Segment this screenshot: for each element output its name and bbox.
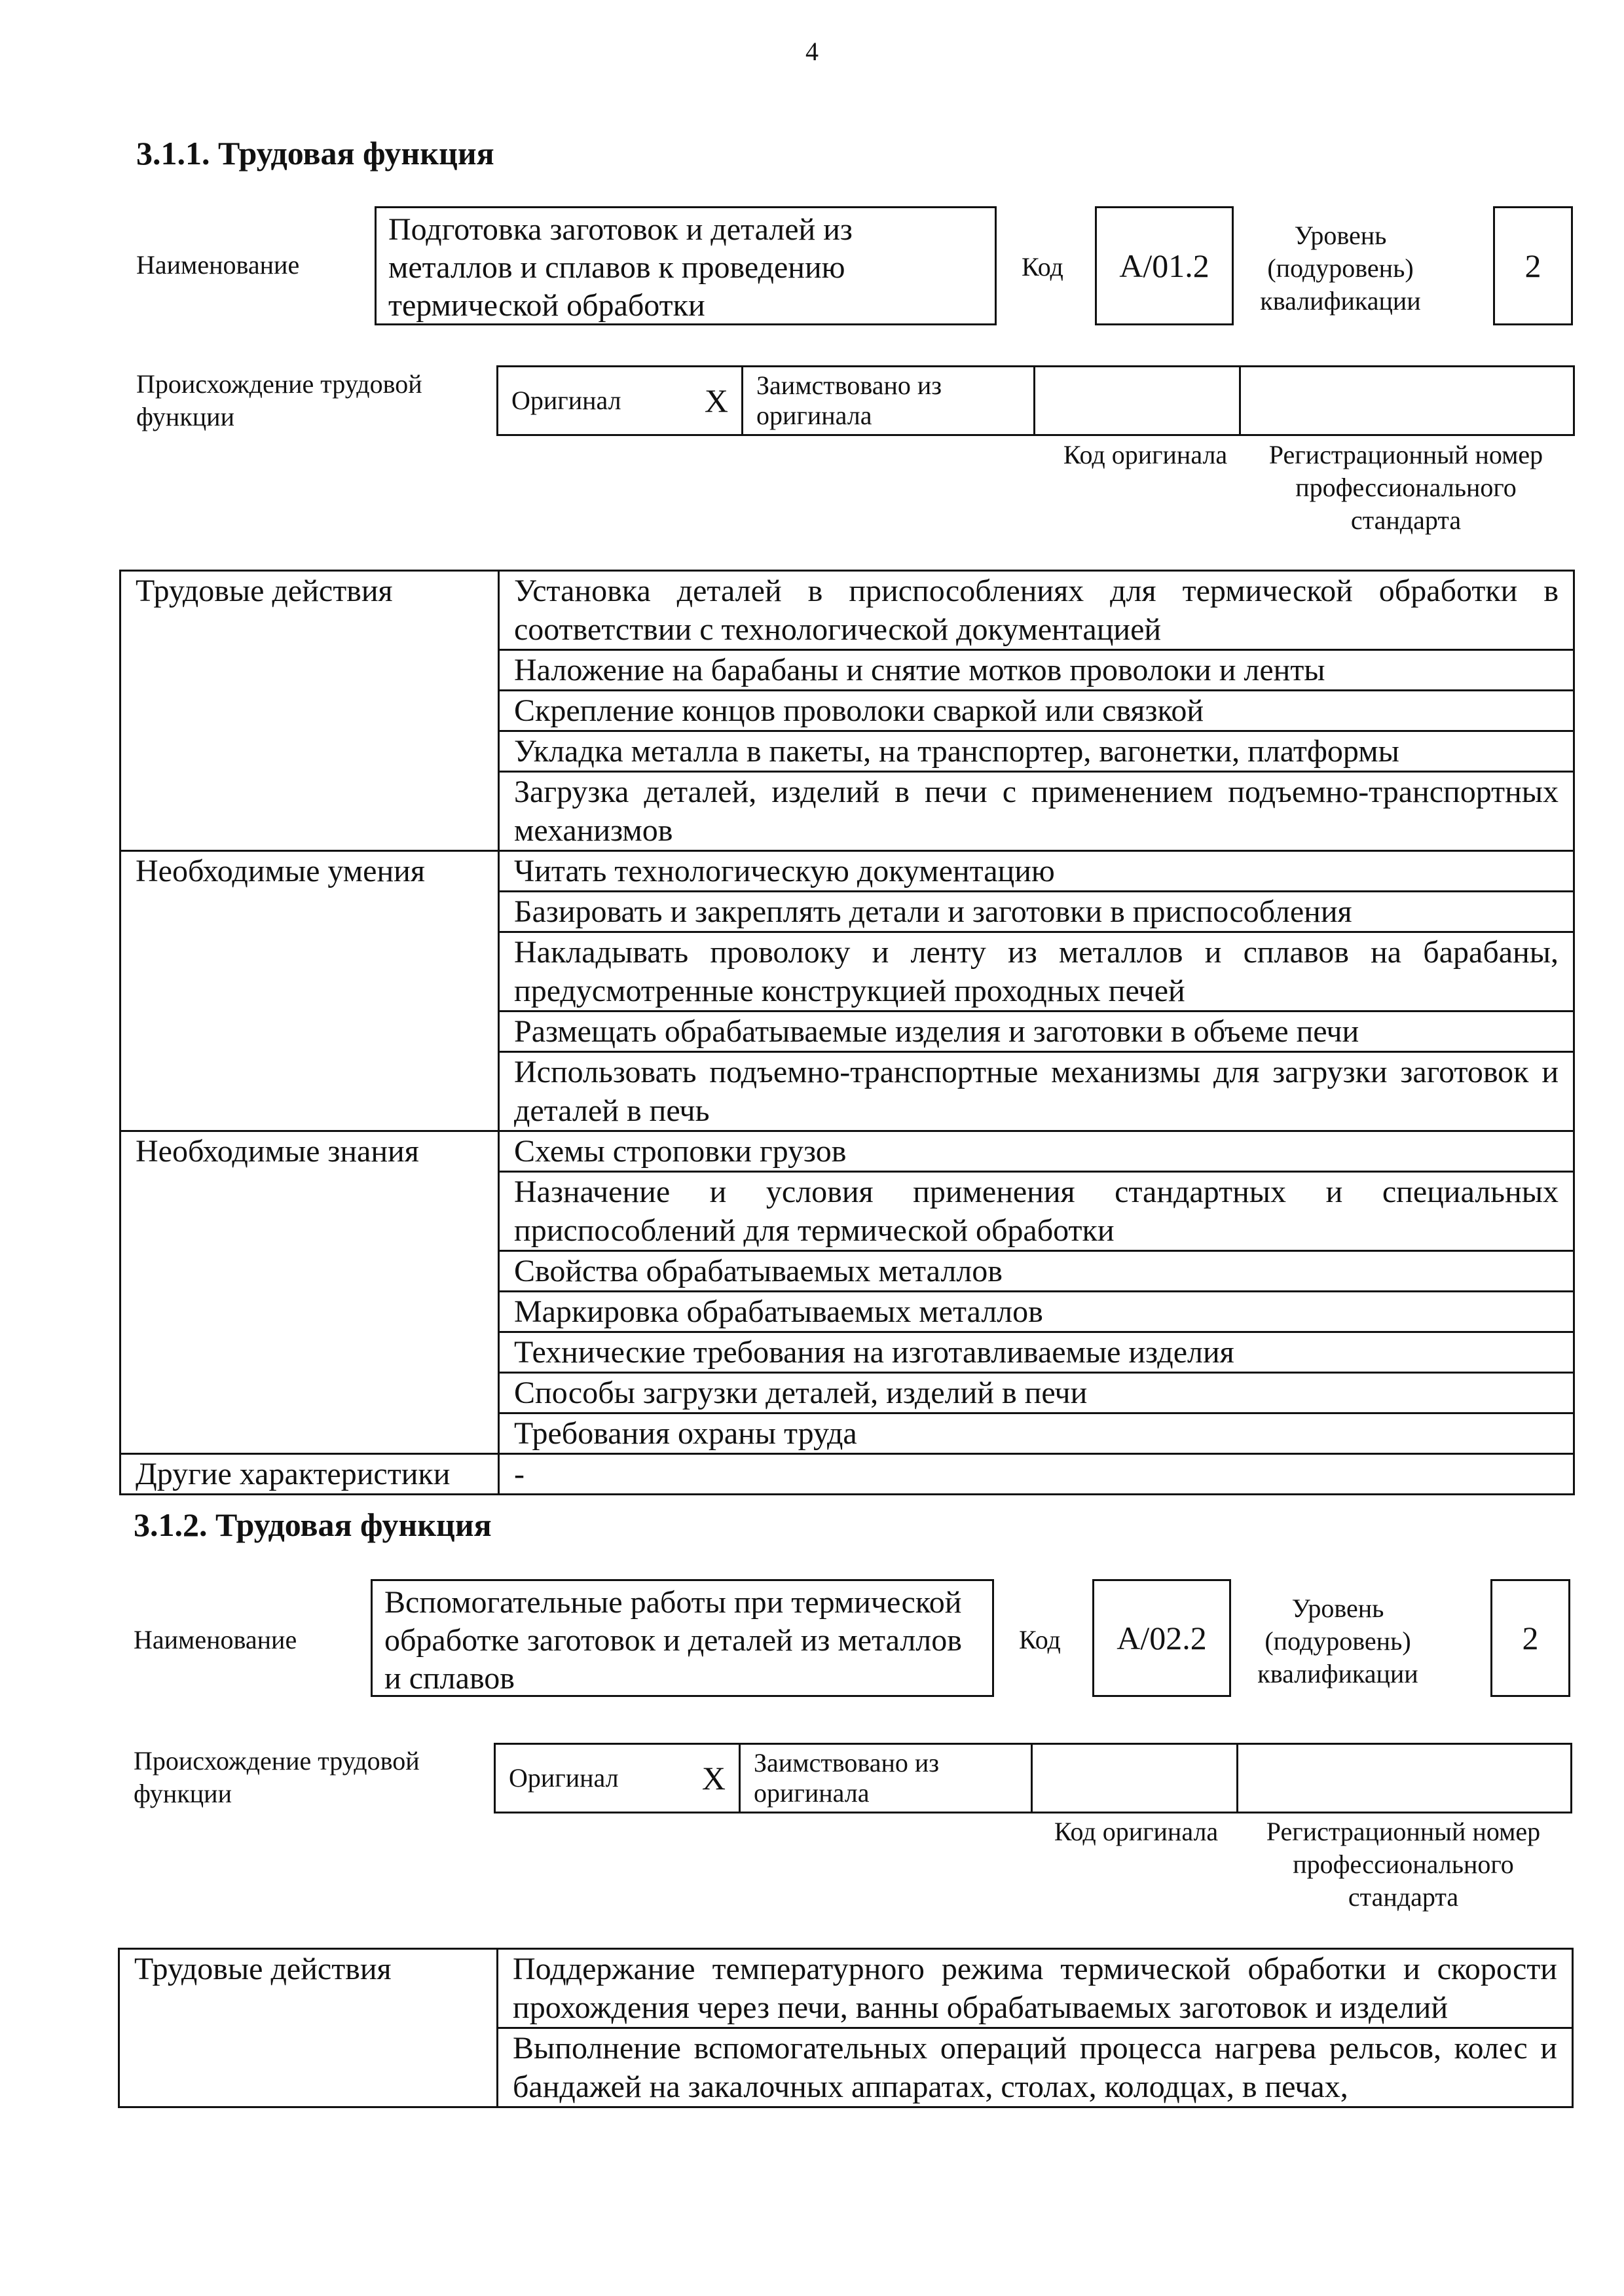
table-row	[120, 1131, 1574, 1172]
table-cell: Требования охраны труда	[499, 1413, 1574, 1454]
origin-table	[494, 1743, 1572, 1813]
origin-borrowed-cell: Заимствовано из оригинала	[740, 1744, 1032, 1813]
name-label: Наименование	[134, 1625, 297, 1654]
table-cell: Читать технологическую документацию	[499, 851, 1574, 892]
table-cell: Свойства обрабатываемых металлов	[499, 1251, 1574, 1292]
page-number: 4	[805, 37, 819, 66]
qualification-level-label: Уровень (подуровень) квалификации	[1257, 1594, 1418, 1688]
table-cell: Технические требования на изготавливаемые изделия	[499, 1332, 1574, 1373]
table-cell: Способы загрузки деталей, изделий в печи	[499, 1373, 1574, 1413]
origin-table	[496, 365, 1575, 436]
function-code-box: А/01.2	[1095, 206, 1234, 325]
table-cell: Назначение и условия применения стандартных и специальных приспособлений для термической обработки	[499, 1172, 1574, 1251]
origin-original-cell	[498, 367, 743, 435]
origin-label: Происхождение трудовой функции	[134, 1746, 420, 1808]
table-cell: -	[499, 1454, 1574, 1495]
origin-reg-caption: Регистрационный номер профессионального стандарта	[1266, 1817, 1541, 1912]
origin-code-cell	[1032, 1744, 1238, 1813]
origin-code-caption: Код оригинала	[1063, 440, 1228, 469]
origin-code-caption: Код оригинала	[1054, 1817, 1219, 1846]
origin-original-cell	[495, 1744, 740, 1813]
table-cell: Базировать и закреплять детали и заготовки в приспособления	[499, 892, 1574, 932]
section-heading-3-1-1: 3.1.1. Трудовая функция	[136, 135, 494, 172]
origin-reg-number-cell	[1240, 367, 1574, 435]
origin-original-label: Оригинал	[509, 1763, 619, 1793]
function-code-box: А/02.2	[1092, 1579, 1231, 1697]
qualification-level-box: 2	[1493, 206, 1573, 325]
table-cell: Маркировка обрабатываемых металлов	[499, 1292, 1574, 1332]
table-cell: Накладывать проволоку и ленту из металлов и сплавов на барабаны, предусмотренные конструкцией проходных печей	[499, 932, 1574, 1011]
function-name-box: Подготовка заготовок и деталей из металлов и сплавов к проведению термической обработки	[375, 206, 997, 325]
table-cell: Скрепление концов проволоки сваркой или связкой	[499, 691, 1574, 731]
origin-mark: X	[704, 382, 728, 419]
table-row	[120, 571, 1574, 650]
table-row	[120, 851, 1574, 892]
table-cell: Размещать обрабатываемые изделия и заготовки в объеме печи	[499, 1011, 1574, 1052]
labor-function-table-1	[119, 570, 1575, 1495]
code-label: Код	[1022, 252, 1063, 282]
table-cell: Схемы строповки грузов	[499, 1131, 1574, 1172]
origin-original-label: Оригинал	[511, 386, 621, 415]
origin-mark: X	[701, 1760, 726, 1796]
qualification-level-box: 2	[1490, 1579, 1570, 1697]
table-row	[120, 1454, 1574, 1495]
code-label: Код	[1019, 1625, 1061, 1654]
table-cell: Наложение на барабаны и снятие мотков проволоки и ленты	[499, 650, 1574, 691]
name-label: Наименование	[136, 250, 300, 280]
table-cell: Использовать подъемно-транспортные механизмы для загрузки заготовок и деталей в печь	[499, 1052, 1574, 1131]
table-row	[119, 1949, 1573, 2028]
table-cell: Выполнение вспомогательных операций процесса нагрева рельсов, колес и бандажей на закалочных аппаратах, столах, колодцах, в печах,	[498, 2028, 1573, 2107]
origin-reg-number-cell	[1238, 1744, 1572, 1813]
table-cell: Загрузка деталей, изделий в печи с применением подъемно-транспортных механизмов	[499, 772, 1574, 851]
origin-label: Происхождение трудовой функции	[136, 369, 422, 431]
section-heading-3-1-2: 3.1.2. Трудовая функция	[134, 1506, 492, 1543]
section-header: Необходимые знания	[120, 1131, 499, 1454]
qualification-level-label: Уровень (подуровень) квалификации	[1260, 221, 1421, 316]
section-header: Другие характеристики	[120, 1454, 499, 1495]
table-cell: Укладка металла в пакеты, на транспортер, вагонетки, платформы	[499, 731, 1574, 772]
origin-reg-caption: Регистрационный номер профессионального стандарта	[1268, 440, 1543, 535]
section-header: Трудовые действия	[119, 1949, 498, 2107]
section-header: Трудовые действия	[120, 571, 499, 851]
labor-function-table-2	[118, 1948, 1574, 2108]
function-name-box: Вспомогательные работы при термической обработке заготовок и деталей из металлов и сплавов	[371, 1579, 994, 1697]
section-header: Необходимые умения	[120, 851, 499, 1131]
origin-borrowed-cell: Заимствовано из оригинала	[743, 367, 1035, 435]
table-cell: Поддержание температурного режима термической обработки и скорости прохождения через печи, ванны обрабатываемых заготовок и изделий	[498, 1949, 1573, 2028]
origin-code-cell	[1035, 367, 1240, 435]
table-cell: Установка деталей в приспособлениях для термической обработки в соответствии с технологической документацией	[499, 571, 1574, 650]
